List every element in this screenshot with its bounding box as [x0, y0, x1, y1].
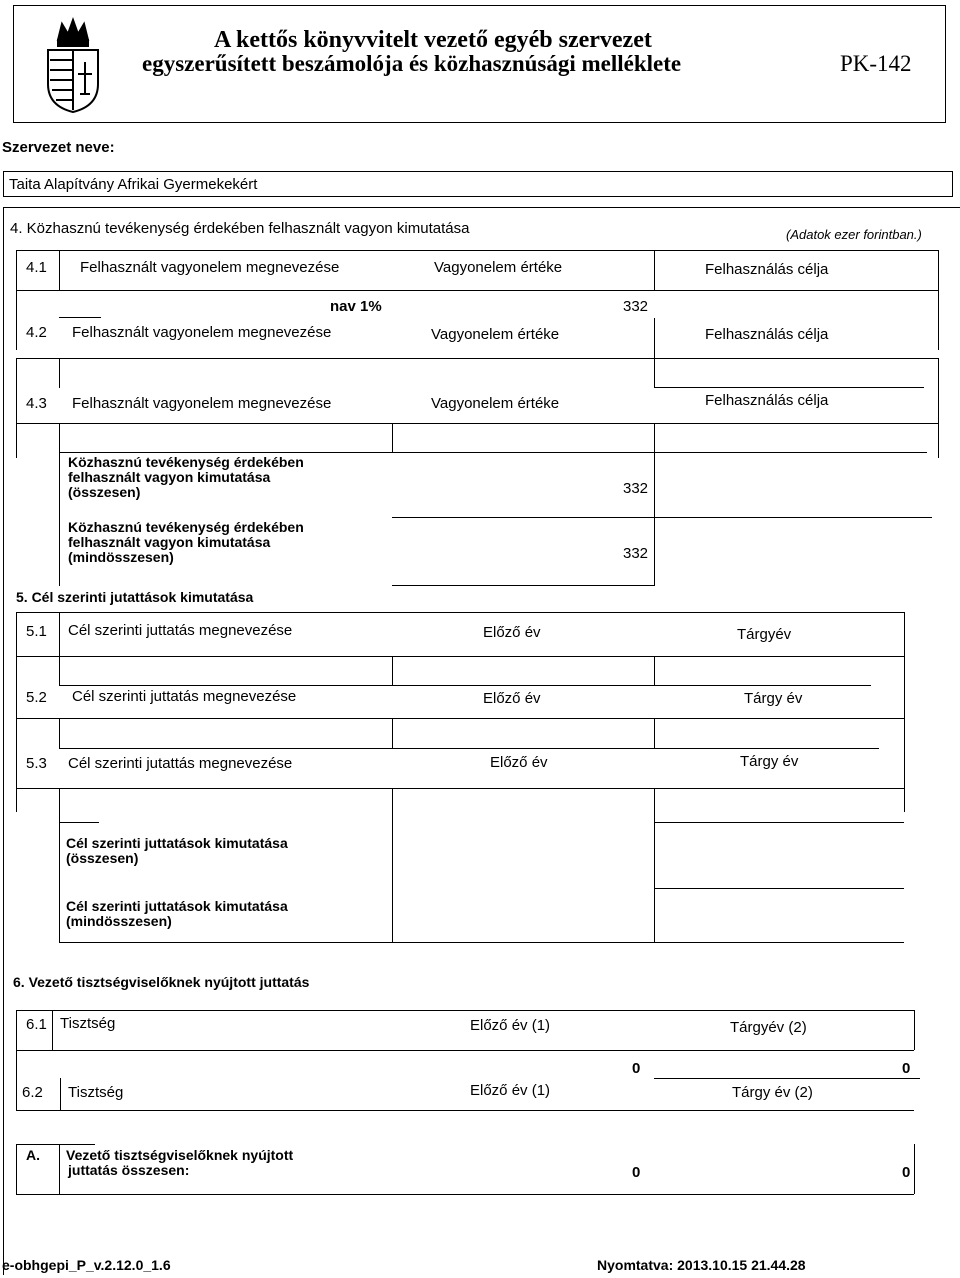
total-a-number: A.	[26, 1147, 40, 1163]
rule	[59, 685, 871, 686]
rule	[59, 1144, 60, 1194]
row-5-3-curr-header: Tárgy év	[740, 753, 799, 770]
section6-title: 6. Vezető tisztségviselőknek nyújtott juttatás	[13, 974, 310, 990]
rule	[914, 1144, 915, 1194]
rule	[654, 718, 655, 748]
rule	[16, 1144, 17, 1194]
s4-total-label-3: (összesen)	[68, 484, 141, 500]
total-a-label-1: Vezető tisztségviselőknek nyújtott	[66, 1147, 294, 1163]
s4-total-value: 332	[623, 480, 649, 497]
rule	[654, 656, 655, 686]
row-5-1-curr-header: Tárgyév	[737, 626, 792, 643]
s4-grand-total-value: 332	[623, 545, 649, 562]
row-4-1-number: 4.1	[26, 259, 47, 276]
rule	[654, 452, 655, 586]
rule	[52, 1010, 53, 1050]
rule	[16, 612, 904, 613]
section5-title: 5. Cél szerinti jutattások kimutatása	[16, 589, 254, 605]
row-4-1-name-header: Felhasznált vagyonelem megnevezése	[80, 259, 340, 276]
row-6-2-name-header: Tisztség	[68, 1084, 124, 1101]
form-title-line2: egyszerűsített beszámolója és közhasznúsági melléklete	[142, 51, 682, 76]
s5-grand-total-label-2: (mindösszesen)	[66, 913, 172, 929]
coat-of-arms-icon	[40, 14, 106, 114]
footer-printed: Nyomtatva: 2013.10.15 21.44.28	[597, 1257, 806, 1273]
rule	[904, 612, 905, 812]
row-6-2-number: 6.2	[22, 1084, 43, 1101]
s4-grand-total-label-3: (mindösszesen)	[68, 549, 174, 565]
rule	[16, 423, 938, 424]
s4-total-label-2: felhasznált vagyon kimutatása	[68, 469, 271, 485]
total-a-curr-value: 0	[902, 1164, 911, 1181]
rule	[59, 452, 927, 453]
rule	[654, 888, 904, 889]
row-4-1-value-header: Vagyonelem értéke	[434, 259, 563, 276]
rule	[59, 452, 60, 586]
rule	[654, 318, 655, 358]
rule	[59, 822, 99, 823]
row-4-3-value-header: Vagyonelem értéke	[431, 395, 560, 412]
row-5-2-prev-header: Előző év	[483, 690, 541, 707]
rule	[654, 822, 904, 823]
rule	[59, 1144, 95, 1145]
row-5-2-curr-header: Tárgy év	[744, 690, 803, 707]
rule	[16, 1010, 17, 1100]
rule	[16, 358, 17, 458]
rule	[938, 250, 939, 350]
total-a-label-2: juttatás összesen:	[68, 1162, 190, 1178]
s4-grand-total-label-2: felhasznált vagyon kimutatása	[68, 534, 271, 550]
rule	[914, 1010, 915, 1050]
rule	[16, 290, 938, 291]
row-5-2-number: 5.2	[26, 689, 47, 706]
rule	[16, 1100, 17, 1110]
rule	[59, 942, 904, 943]
rule	[392, 423, 393, 453]
rule	[392, 718, 393, 748]
row-6-1-curr-value: 0	[902, 1060, 911, 1077]
row-5-3-name-header: Cél szerinti jutattás megnevezése	[68, 755, 293, 772]
row-5-1-prev-header: Előző év	[483, 624, 541, 641]
footer-version: e-obhgepi_P_v.2.12.0_1.6	[2, 1257, 171, 1273]
rule	[16, 1144, 59, 1145]
rule	[16, 1010, 914, 1011]
form-title-line1: A kettős könyvvitelt vezető egyéb szervezet	[214, 27, 652, 53]
rule	[16, 250, 17, 350]
rule	[59, 423, 60, 453]
row-5-3-number: 5.3	[26, 755, 47, 772]
rule	[59, 250, 60, 290]
row-6-2-prev-header: Előző év (1)	[470, 1082, 551, 1099]
rule	[392, 585, 654, 586]
row-4-3-purpose-header: Felhasználás célja	[705, 392, 829, 409]
row-4-2-number: 4.2	[26, 324, 47, 341]
row-4-1-item-value: 332	[623, 298, 649, 315]
row-4-2-purpose-header: Felhasználás célja	[705, 326, 829, 343]
rule	[16, 1110, 914, 1111]
rule	[59, 718, 60, 748]
org-name-label: Szervezet neve:	[2, 139, 115, 156]
rule	[59, 317, 101, 318]
total-a-prev-value: 0	[632, 1164, 641, 1181]
row-4-1-item-name: nav 1%	[330, 298, 382, 315]
row-6-1-prev-value: 0	[632, 1060, 641, 1077]
rule	[59, 822, 60, 942]
rule	[392, 822, 393, 942]
row-4-2-value-header: Vagyonelem értéke	[431, 326, 560, 343]
row-6-1-prev-header: Előző év (1)	[470, 1017, 551, 1034]
rule	[59, 656, 60, 686]
s4-grand-total-label-1: Közhasznú tevékenység érdekében	[68, 519, 304, 535]
s4-total-label-1: Közhasznú tevékenység érdekében	[68, 454, 304, 470]
rule	[392, 788, 393, 822]
rule	[654, 423, 655, 453]
rule	[654, 822, 655, 942]
row-6-1-number: 6.1	[26, 1016, 47, 1033]
rule	[16, 612, 17, 812]
row-5-1-number: 5.1	[26, 623, 47, 640]
rule	[16, 1194, 914, 1195]
rule	[16, 656, 904, 657]
s5-grand-total-label-1: Cél szerinti juttatások kimutatása	[66, 898, 288, 914]
rule	[392, 517, 932, 518]
row-4-2-entry	[59, 358, 655, 388]
unit-note: (Adatok ezer forintban.)	[786, 227, 922, 242]
row-4-3-number: 4.3	[26, 395, 47, 412]
rule	[16, 250, 938, 251]
row-4-2-name-header: Felhasznált vagyonelem megnevezése	[72, 324, 332, 341]
rule	[16, 1050, 914, 1051]
row-6-1-name-header: Tisztség	[60, 1015, 116, 1032]
rule	[59, 612, 60, 656]
section4-title: 4. Közhasznú tevékenység érdekében felhasznált vagyon kimutatása	[10, 220, 470, 237]
row-4-1-purpose-header: Felhasználás célja	[705, 261, 829, 278]
org-name-value: Taita Alapítvány Afrikai Gyermekekért	[9, 176, 258, 193]
s5-total-label-1: Cél szerinti juttatások kimutatása	[66, 835, 288, 851]
rule	[16, 788, 904, 789]
rule	[59, 748, 879, 749]
rule	[654, 387, 924, 388]
row-5-3-prev-header: Előző év	[490, 754, 548, 771]
form-code: PK-142	[840, 51, 912, 76]
rule	[654, 250, 655, 290]
row-5-2-name-header: Cél szerinti juttatás megnevezése	[72, 688, 297, 705]
s5-total-label-2: (összesen)	[66, 850, 139, 866]
rule	[392, 656, 393, 686]
row-4-3-name-header: Felhasznált vagyonelem megnevezése	[72, 395, 332, 412]
rule	[59, 788, 60, 822]
rule	[654, 1078, 920, 1079]
rule	[654, 788, 655, 822]
rule	[60, 1078, 61, 1110]
row-5-1-name-header: Cél szerinti juttatás megnevezése	[68, 622, 293, 639]
row-6-1-curr-header: Tárgyév (2)	[730, 1019, 807, 1036]
row-6-2-curr-header: Tárgy év (2)	[732, 1084, 813, 1101]
rule	[938, 358, 939, 458]
rule	[16, 718, 904, 719]
